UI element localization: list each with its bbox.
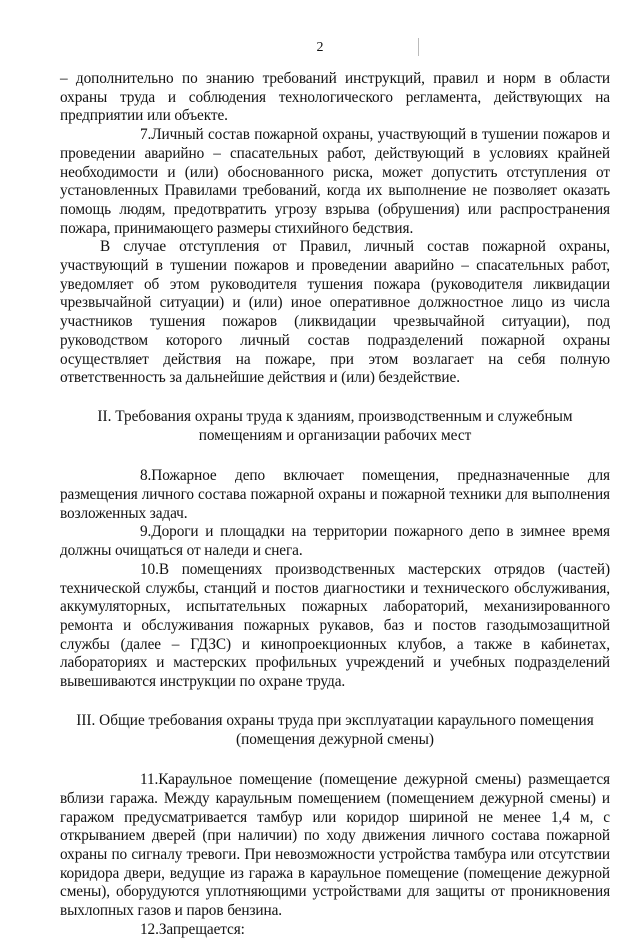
item-12-text: Запрещается: bbox=[158, 920, 245, 938]
page-number: 2 bbox=[316, 40, 324, 55]
item-10-text: В помещениях производственных мастерских отрядов (частей) технической службы, станций и постов диагностики и технического обслуживания, аккумуляторных, испытательных пожарных лабораторий, механизированного ремонта и обслуживания пожарных рукавов, баз и постов газодымозащитной службы (далее – ГДЗС) и кинопроекционных клубов, а также в кабинетах, лабораториях и мастерских профильных учреждений и учебных подразделений вывешиваются инструкции по охране труда. bbox=[60, 560, 610, 691]
item-8 bbox=[60, 467, 610, 523]
section-3-heading-line-2: (помещения дежурной смены) bbox=[235, 730, 434, 748]
item-9 bbox=[60, 523, 610, 560]
section-2-heading-line-2: помещениям и организации рабочих мест bbox=[198, 426, 472, 444]
item-11 bbox=[60, 771, 610, 921]
section-2-heading-line-1: II. Требования охраны труда к зданиям, производственным и служебным bbox=[97, 407, 573, 425]
item-10-number: 10. bbox=[140, 560, 159, 578]
item-9-text: Дороги и площадки на территории пожарного депо в зимнее время должны очищаться от наледи и снега. bbox=[60, 523, 610, 560]
item-12 bbox=[60, 921, 610, 940]
item-8-text: Пожарное депо включает помещения, предназначенные для размещения личного состава пожарной охраны и пожарной техники для выполнения возложенных задач. bbox=[60, 467, 610, 522]
item-12-number: 12. bbox=[140, 920, 159, 938]
item-10 bbox=[60, 561, 610, 692]
item-11-text: Караульное помещение (помещение дежурной смены) размещается вблизи гаража. Между караульным помещением (помещением дежурной смены) и гаражом предусматривается тамбур или коридор шириной не менее 1,4 м, с открыванием дверей (при наличии) по ходу движения личного состава пожарной охраны по сигналу тревоги. При невозможности устройства тамбура или отсутствии коридора двери, ведущие из гаража в караульное помещение (помещение дежурной смены), оборудуются уплотняющими устройствами для защиты от проникновения выхлопных газов и паров бензина. bbox=[60, 771, 610, 920]
item-11-number: 11. bbox=[140, 771, 159, 789]
scan-mark bbox=[418, 38, 419, 56]
item-7-number: 7. bbox=[140, 126, 152, 144]
item-8-number: 8. bbox=[140, 467, 152, 485]
section-3-heading bbox=[60, 712, 610, 749]
section-2-heading bbox=[60, 408, 610, 445]
intro-paragraph: – дополнительно по знанию требований инструкций, правил и норм в области охраны труда и соблюдения технологического регламента, действующих на предприятии или объекте. bbox=[60, 70, 610, 125]
item-7-text: Личный состав пожарной охраны, участвующий в тушении пожаров и проведении аварийно – спасательных работ, действующий в условиях крайней необходимости и (или) обоснованного риска, может допустить отступления от установленных Правилами требований, когда их выполнение не позволяет оказать помощь людям, предотвратить угрозу взрыва (обрушения) или распространения пожара, принимающего размеры стихийного бедствия. bbox=[60, 126, 610, 237]
document-body bbox=[60, 70, 610, 940]
item-7 bbox=[60, 126, 610, 238]
section-3-heading-line-1: III. Общие требования охраны труда при эксплуатации караульного помещения bbox=[76, 711, 594, 729]
item-9-number: 9. bbox=[140, 523, 152, 541]
deviation-paragraph: В случае отступления от Правил, личный состав пожарной охраны, участвующий в тушении пожаров и проведении аварийно – спасательных работ, уведомляет об этом руководителя тушения пожара (руководителя ликвидации чрезвычайной ситуации) и (или) иное оперативное должностное лицо из числа участников тушения пожаров (ликвидации чрезвычайной ситуации), под руководством которого личный состав подразделений пожарной охраны осуществляет действия на пожаре, при этом возлагает на себя полную ответственность за дальнейшие действия и (или) бездействие. bbox=[60, 238, 610, 387]
